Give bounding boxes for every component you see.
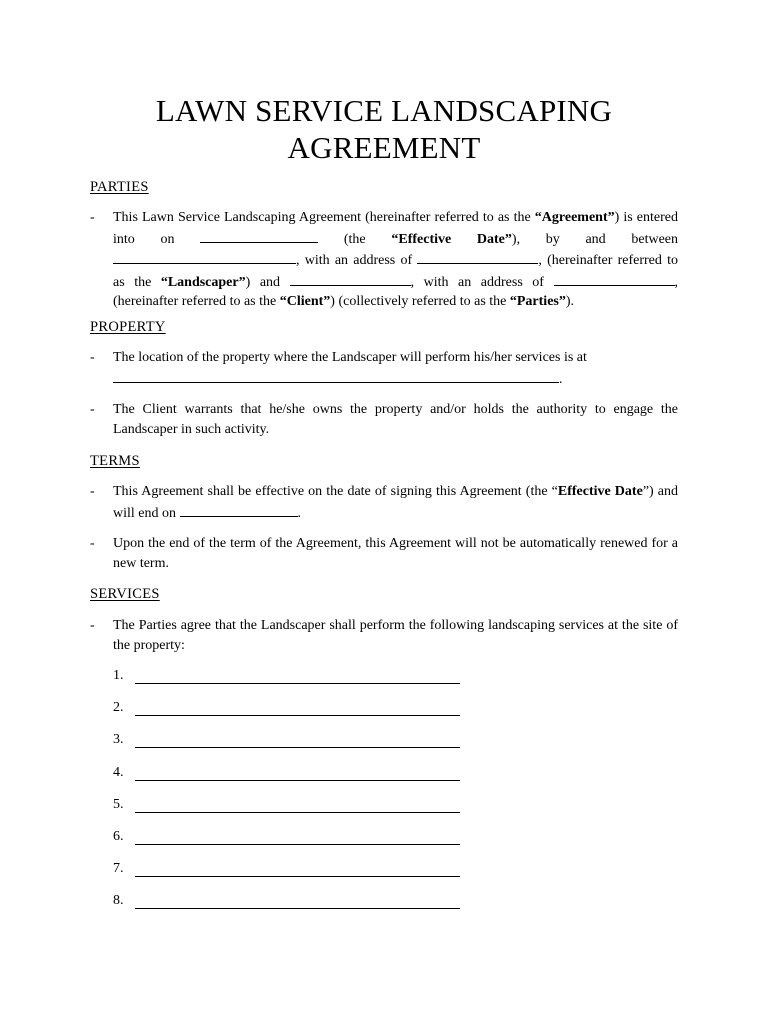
blank-landscaper-name-field[interactable] <box>113 249 296 264</box>
blank-service-field[interactable] <box>135 908 460 909</box>
blank-client-address-field[interactable] <box>554 271 675 286</box>
term-agreement: “Agreement” <box>534 210 615 225</box>
service-item-number: 1. <box>113 668 124 683</box>
service-item-number: 2. <box>113 700 124 716</box>
section-heading-property: PROPERTY <box>90 319 166 335</box>
blank-service-field[interactable] <box>135 780 460 781</box>
service-item-number: 6. <box>113 829 124 844</box>
service-item <box>113 699 463 717</box>
blank-service-field[interactable] <box>135 683 460 684</box>
bullet-dash: - <box>90 618 95 633</box>
blank-service-field[interactable] <box>135 876 460 877</box>
services-intro-text: The Parties agree that the Landscaper shall perform the following landscaping services at the site of the property: <box>113 618 678 653</box>
service-item <box>113 892 463 910</box>
blank-date-field[interactable] <box>200 228 318 243</box>
service-item <box>113 667 463 685</box>
service-item-number: 7. <box>113 861 124 877</box>
service-item <box>113 731 463 749</box>
term-parties: “Parties” <box>509 294 566 309</box>
bullet-dash: - <box>90 484 95 499</box>
service-item-number: 3. <box>113 732 124 748</box>
terms-renewal-text: Upon the end of the term of the Agreement, this Agreement will not be automatically renewed for a new term. <box>113 536 678 571</box>
service-item-number: 5. <box>113 796 124 812</box>
service-item <box>113 796 463 814</box>
property-warranty-text: The Client warrants that he/she owns the property and/or holds the authority to engage the Landscaper in such activity. <box>113 402 678 437</box>
document-title <box>0 92 768 166</box>
parties-text: This Lawn Service Landscaping Agreement (hereinafter referred to as the “Agreement”) is entered into on (the “Effective Date”), by and between , with an address of , (hereinafter referred to as the “Landscaper”) and , with an address of , (hereinafter referred to as the “Client”) (collectively referred to as the “Parties”). <box>113 210 679 309</box>
section-heading-terms: TERMS <box>90 453 140 469</box>
blank-service-field[interactable] <box>135 747 460 748</box>
blank-service-field[interactable] <box>135 715 460 716</box>
section-heading-parties: PARTIES <box>90 179 149 195</box>
term-effective-date: “Effective Date” <box>391 231 512 247</box>
service-item <box>113 764 463 782</box>
term-effective-date-2: Effective Date <box>557 484 643 499</box>
bullet-dash: - <box>90 536 95 551</box>
blank-landscaper-address-field[interactable] <box>417 249 538 264</box>
blank-end-date-field[interactable] <box>180 502 298 517</box>
term-landscaper: “Landscaper” <box>160 274 246 290</box>
property-location-text: The location of the property where the Landscaper will perform his/her services is at <box>113 350 587 365</box>
blank-service-field[interactable] <box>135 844 460 845</box>
term-client: “Client” <box>279 294 331 309</box>
blank-client-name-field[interactable] <box>290 271 411 286</box>
service-item-number: 4. <box>113 764 124 780</box>
title-line-2: AGREEMENT <box>287 130 481 165</box>
title-line-1: LAWN SERVICE LANDSCAPING <box>155 93 613 128</box>
service-item-number: 8. <box>113 893 124 909</box>
document-page: LAWN SERVICE LANDSCAPING AGREEMENT PARTIES - This Lawn Service Landscaping Agreement (hereinafter referred to as the “Agreement”) is entered into on (the “Effective Date”), by and between , with an address of , (hereinafter referred to as the “Landscaper”) and , with an address of , (hereinafter referred to as the “Client”) (collectively referred to as the “Parties”). PROPERTY - The location of the property where the Landscaper will perform his/her services is at . - The Client warrants that he/she owns the property and/or holds the authority to engage the Landscaper in such activity. TERMS - This Agreement shall be effective on the date of signing this Agreement (the “Effective Date”) and will end on . - Upon the end of the term of the Agreement, this Agreement will not be automatically renewed for a new term. SERVICES - The Parties agree that the Landscaper shall perform the following landscaping services at the site of the property: 1. 2. 3. 4. 5. 6. 7. 8. <box>0 0 768 1024</box>
blank-service-field[interactable] <box>135 812 460 813</box>
bullet-dash: - <box>90 210 95 225</box>
section-heading-services: SERVICES <box>90 586 160 602</box>
service-item <box>113 860 463 878</box>
bullet-dash: - <box>90 350 95 365</box>
blank-property-location-field[interactable] <box>113 368 559 383</box>
bullet-dash: - <box>90 402 95 417</box>
service-item <box>113 828 463 846</box>
